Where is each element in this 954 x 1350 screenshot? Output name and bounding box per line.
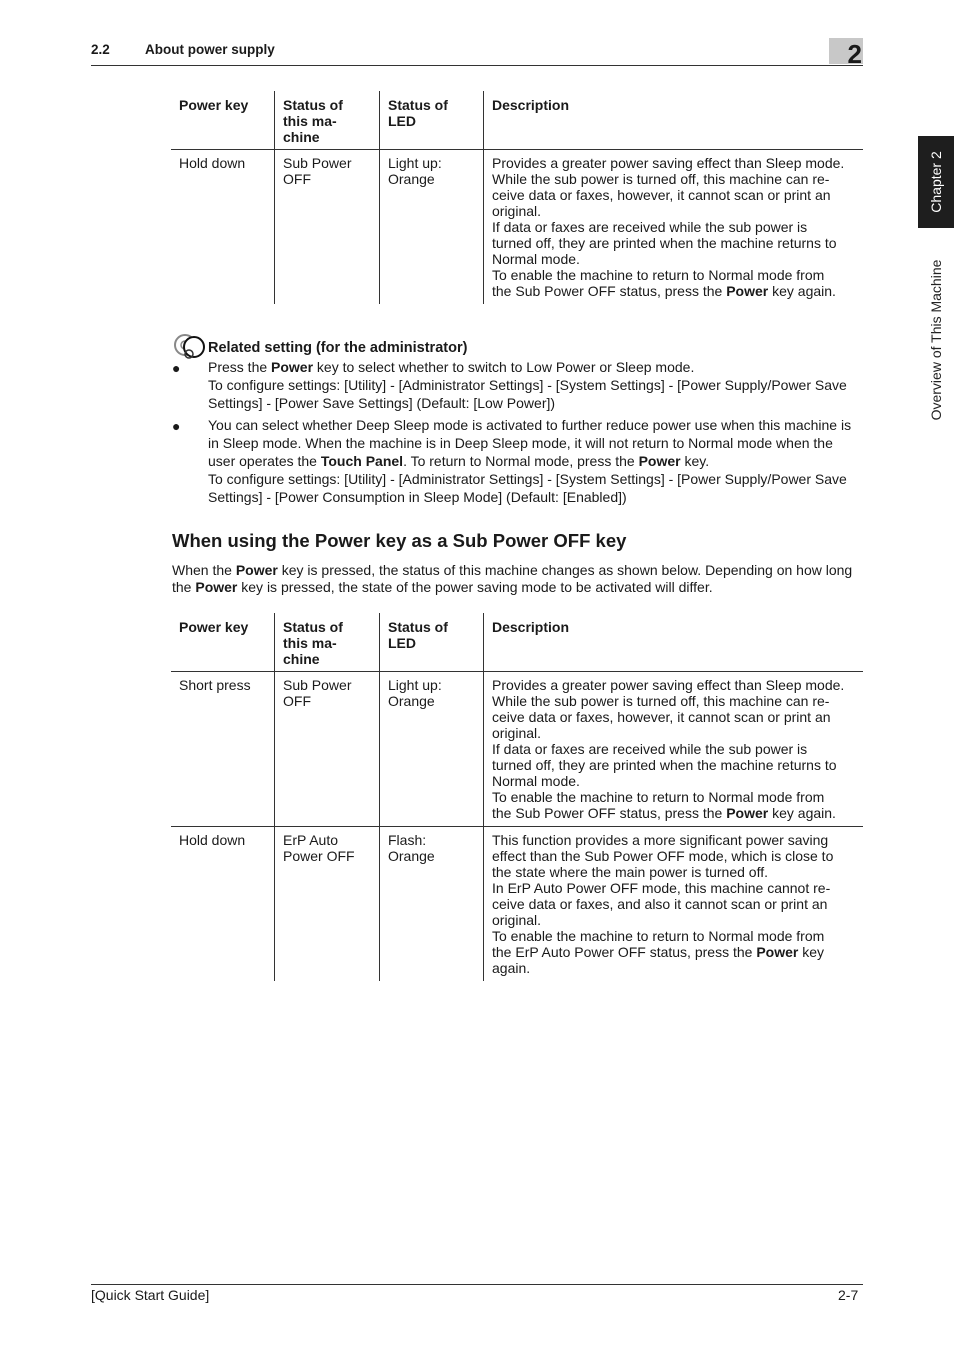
power-key-table-1 xyxy=(171,91,863,304)
related-setting-title: Related setting (for the administrator) xyxy=(208,340,468,356)
cell-description: This function provides a more significant power saving effect than the Sub Power OFF mode, which is close to the state where the main power is turned off. In ErP Auto Power OFF mode, this machine cannot re- ceive data or faxes, and also it cannot scan or print an original. To enable the machine to return to Normal mode from the ErP Auto Power OFF status, press the Power key again. xyxy=(484,827,864,982)
cell-status-led: Flash: Orange xyxy=(380,827,484,982)
section-title: About power supply xyxy=(145,42,275,57)
cell-status-machine: Sub Power OFF xyxy=(275,150,380,305)
cell-status-machine: Sub Power OFF xyxy=(275,672,380,827)
col-header-description: Description xyxy=(484,613,864,672)
power-key-table-2 xyxy=(171,613,863,981)
side-tab-section-label: Overview of This Machine xyxy=(928,259,944,421)
col-header-status-led: Status of LED xyxy=(380,91,484,150)
bullet-1-glyph: ● xyxy=(172,360,181,376)
table-row xyxy=(171,827,863,982)
col-header-description: Description xyxy=(484,91,864,150)
footer-rule xyxy=(91,1284,863,1285)
footer-document-title: [Quick Start Guide] xyxy=(91,1287,210,1303)
col-header-status-machine: Status of this ma- chine xyxy=(275,613,380,672)
chapter-number: 2 xyxy=(847,39,862,69)
col-header-power-key: Power key xyxy=(179,97,249,113)
table-row xyxy=(171,672,863,827)
side-tab-section xyxy=(918,230,954,450)
section-heading: When using the Power key as a Sub Power OFF key xyxy=(172,530,627,551)
cell-status-machine: ErP Auto Power OFF xyxy=(275,827,380,982)
related-setting-icon xyxy=(173,332,207,360)
related-bullet-2: You can select whether Deep Sleep mode is activated to further reduce power use when this machine is in Sleep mode. When the machine is in Deep Sleep mode, it will not return to Normal mode when the user operates the Touch Panel. To return to Normal mode, press the Power key. To configure settings: [Utility] - [Administrator Settings] - [System Settings] - [Power Supply/Power Save Settings] - [Power Consumption in Sleep Mode] (Default: [Enabled]) xyxy=(208,417,852,505)
related-bullet-1: Press the Power key to select whether to switch to Low Power or Sleep mode. To configure settings: [Utility] - [Administrator Settings] - [System Settings] - [Power Supply/Power Save Settings] - [Power Save Settings] (Default: [Low Power]) xyxy=(208,359,847,411)
table-row xyxy=(171,150,863,305)
cell-status-led: Light up: Orange xyxy=(380,672,484,827)
section-number: 2.2 xyxy=(91,42,110,57)
col-header-status-led: Status of LED xyxy=(380,613,484,672)
cell-power-key: Short press xyxy=(179,677,251,693)
cell-power-key: Hold down xyxy=(179,832,246,848)
chapter-number-badge xyxy=(829,38,863,69)
col-header-power-key: Power key xyxy=(179,619,249,635)
cell-description: Provides a greater power saving effect than Sleep mode. While the sub power is turned off, this machine can re- ceive data or faxes, however, it cannot scan or print an original. If data or faxes are received while the sub power is turned off, they are printed when the machine returns to Normal mode. To enable the machine to return to Normal mode from the Sub Power OFF status, press the Power key again. xyxy=(484,672,864,827)
side-tab-chapter xyxy=(918,136,954,228)
footer-page-number: 2-7 xyxy=(838,1287,859,1303)
header-rule xyxy=(91,65,863,66)
cell-status-led: Light up: Orange xyxy=(380,150,484,305)
table-header-row xyxy=(171,91,863,150)
cell-power-key: Hold down xyxy=(179,155,246,171)
section-intro: When the Power key is pressed, the status of this machine changes as shown below. Depending on how long the Power key is pressed, the state of the power saving mode to be activated will differ. xyxy=(172,562,853,595)
cell-description: Provides a greater power saving effect than Sleep mode. While the sub power is turned off, this machine can re- ceive data or faxes, however, it cannot scan or print an original. If data or faxes are received while the sub power is turned off, they are printed when the machine returns to Normal mode. To enable the machine to return to Normal mode from the Sub Power OFF status, press the Power key again. xyxy=(484,150,864,305)
table-header-row xyxy=(171,613,863,672)
bullet-2-glyph: ● xyxy=(172,418,181,434)
col-header-status-machine: Status of this ma- chine xyxy=(275,91,380,150)
side-tab-chapter-label: Chapter 2 xyxy=(928,151,944,213)
